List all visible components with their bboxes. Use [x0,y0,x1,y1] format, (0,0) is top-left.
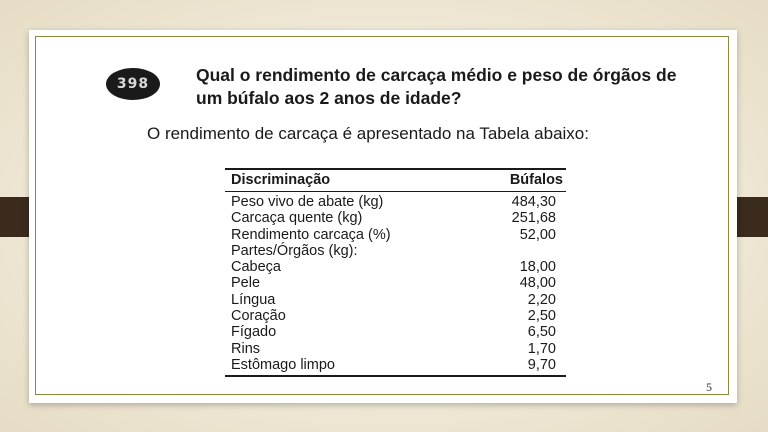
row-label: Peso vivo de abate (kg) [231,194,384,210]
row-label: Estômago limpo [231,356,335,373]
row-value: 9,70 [527,356,556,373]
row-value: 2,50 [527,308,556,325]
intro-text: O rendimento de carcaça é apresentado na Tabela abaixo: [147,124,589,143]
question-number-badge [106,68,160,100]
row-label: Coração [231,308,286,325]
row-label: Carcaça quente (kg) [231,210,363,227]
row-value: 2,20 [527,291,556,308]
row-label: Cabeça [231,259,281,276]
page-number: 5 [706,380,712,394]
question-text [196,64,716,110]
row-label: Partes/Órgãos (kg): [231,242,358,259]
table-body [225,192,566,375]
row-value: 18,00 [519,259,556,276]
question-line-2: um búfalo aos 2 anos de idade? [196,88,462,108]
row-label: Rendimento carcaça (%) [231,226,391,243]
table-row [225,210,566,226]
row-value: 484,30 [511,194,556,210]
row-value: 48,00 [519,275,556,292]
table-bottom-rule [225,375,566,377]
row-value: 6,50 [527,324,556,341]
table-row [225,308,566,324]
question-line-1: Qual o rendimento de carcaça médio e peso de órgãos de [196,65,677,85]
table-row [225,357,566,373]
table-row [225,292,566,308]
table-row [225,227,566,243]
table-row [225,194,566,210]
table-row [225,275,566,291]
column-header-bufalos: Búfalos [509,172,563,188]
table-row [225,341,566,357]
row-label: Rins [231,340,261,357]
row-value: 52,00 [519,226,556,243]
row-label: Língua [231,291,276,308]
row-label: Pele [231,275,261,292]
table-row [225,243,566,259]
row-value: 251,68 [511,210,556,227]
table-row [225,324,566,340]
column-header-discriminacao: Discriminação [231,172,331,188]
table-row [225,259,566,275]
table-header-row [225,170,566,190]
row-label: Fígado [231,324,277,341]
data-table [225,168,566,377]
question-number: 398 [116,76,150,92]
row-value: 1,70 [527,340,556,357]
